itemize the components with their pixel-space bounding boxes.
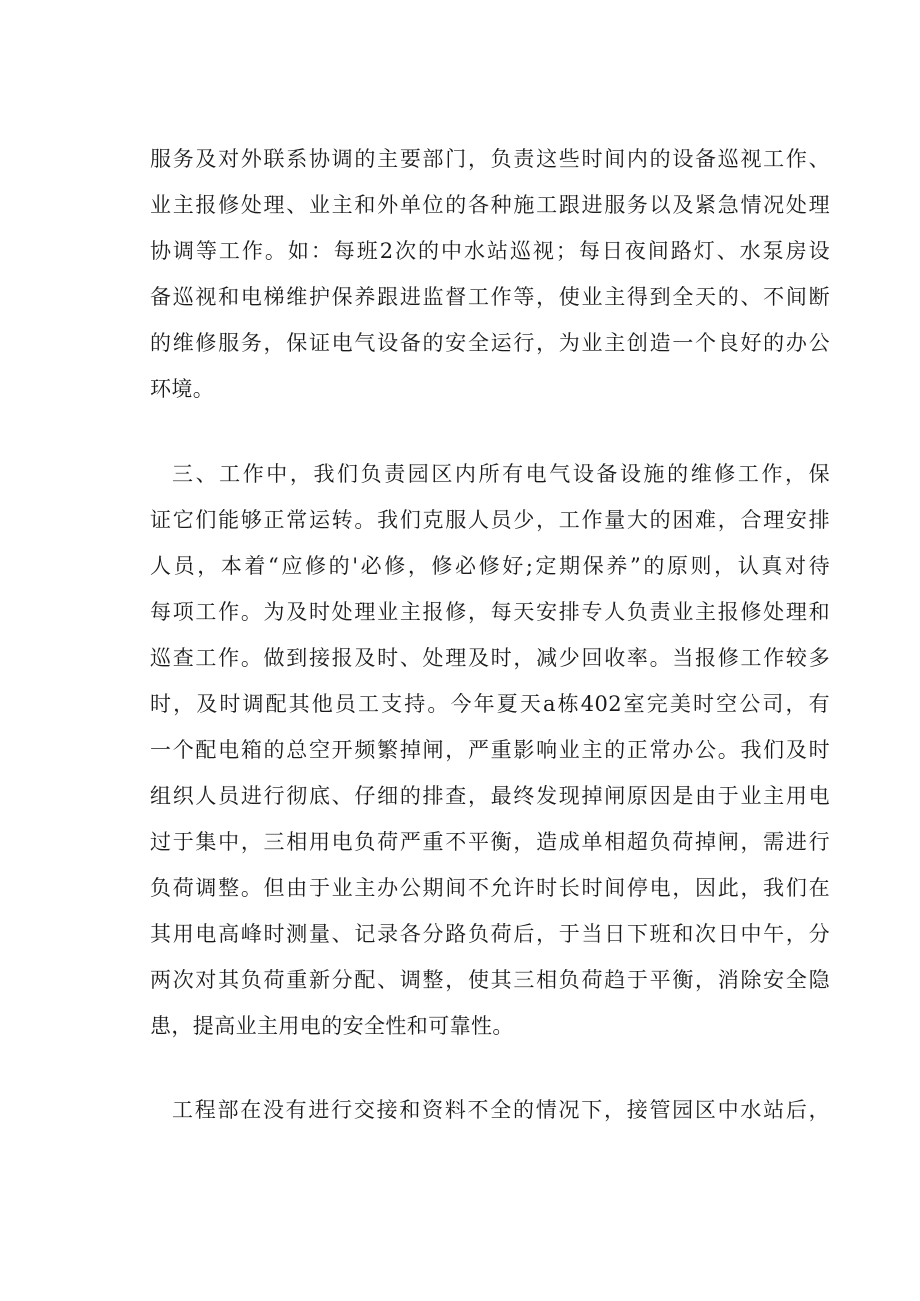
text-line: 证它们能够正常运转。我们克服人员少，工作量大的困难，合理安排 (150, 508, 830, 532)
text-line: 业主报修处理、业主和外单位的各种施工跟进服务以及紧急情况处理 (150, 193, 830, 217)
paragraph-first-line: 三、工作中，我们负责园区内所有电气设备设施的维修工作，保 (172, 462, 830, 486)
text-line: 组织人员进行彻底、仔细的排查，最终发现掉闸原因是由于业主用电 (150, 784, 830, 808)
text-line: 每项工作。为及时处理业主报修，每天安排专人负责业主报修处理和 (150, 600, 830, 624)
text-line: 备巡视和电梯维护保养跟进监督工作等，使业主得到全天的、不间断 (150, 285, 830, 309)
text-line: 协调等工作。如：每班2次的中水站巡视；每日夜间路灯、水泵房设 (150, 239, 830, 263)
text-line: 患，提高业主用电的安全性和可靠性。 (150, 1014, 514, 1038)
text-line: 过于集中，三相用电负荷严重不平衡，造成单相超负荷掉闸，需进行 (150, 830, 830, 854)
text-line: 的维修服务，保证电气设备的安全运行，为业主创造一个良好的办公 (150, 331, 830, 355)
text-line: 其用电高峰时测量、记录各分路负荷后，于当日下班和次日中午，分 (150, 922, 830, 946)
text-line: 两次对其负荷重新分配、调整，使其三相负荷趋于平衡，消除安全隐 (150, 968, 830, 992)
text-line: 人员，本着“应修的'必修，修必修好;定期保养”的原则，认真对待 (150, 554, 830, 578)
text-line: 时，及时调配其他员工支持。今年夏天a栋402室完美时空公司，有 (150, 692, 830, 716)
paragraph-first-line: 工程部在没有进行交接和资料不全的情况下，接管园区中水站后， (172, 1098, 830, 1122)
text-line: 负荷调整。但由于业主办公期间不允许时长时间停电，因此，我们在 (150, 876, 830, 900)
text-line: 一个配电箱的总空开频繁掉闸，严重影响业主的正常办公。我们及时 (150, 738, 830, 762)
text-line: 环境。 (150, 377, 215, 401)
text-line: 巡查工作。做到接报及时、处理及时，减少回收率。当报修工作较多 (150, 646, 830, 670)
text-line: 服务及对外联系协调的主要部门，负责这些时间内的设备巡视工作、 (150, 147, 830, 171)
